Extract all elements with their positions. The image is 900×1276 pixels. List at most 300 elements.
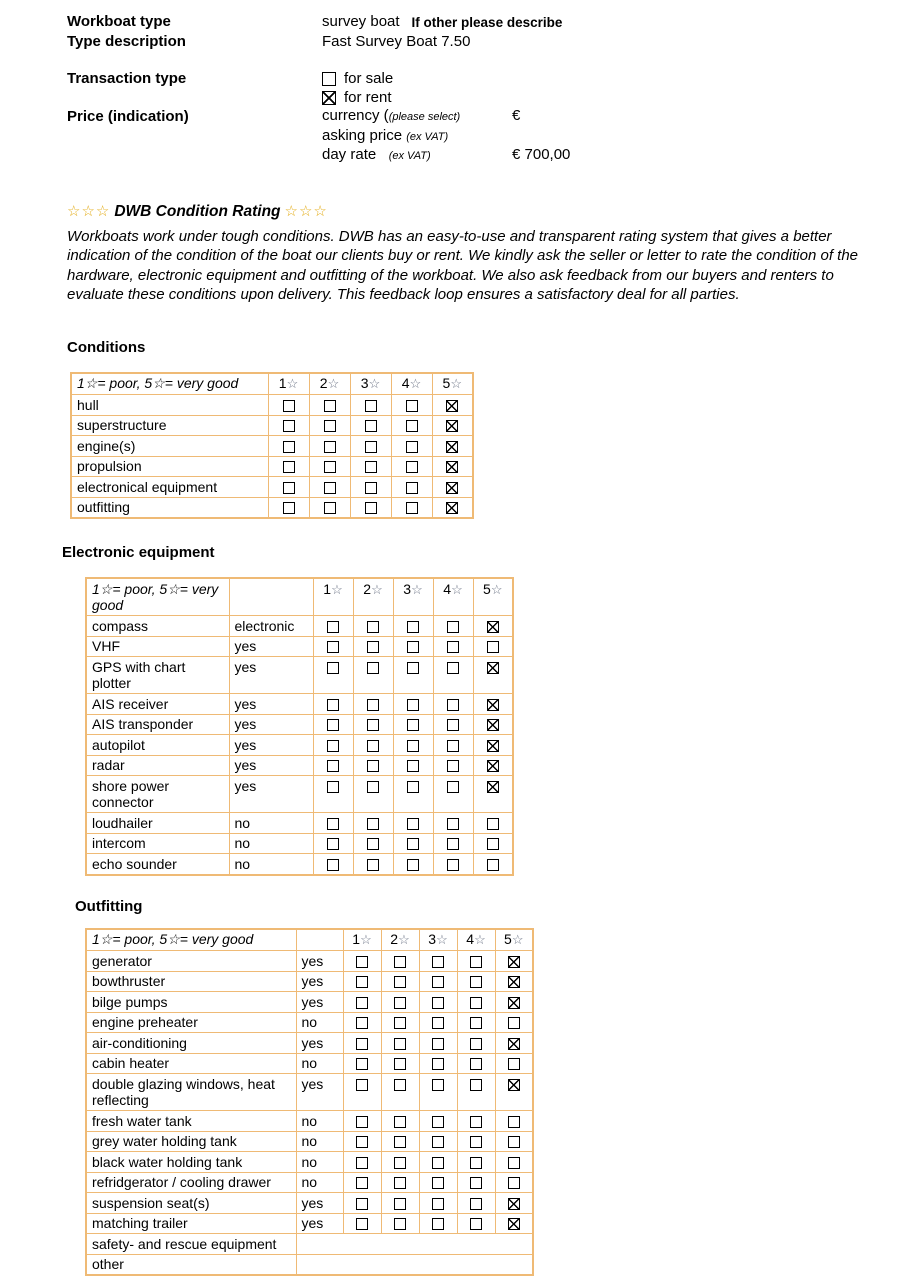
rating-cell-4-star: [457, 1111, 495, 1132]
star-icon: ☆: [450, 376, 462, 391]
checkbox-empty[interactable]: [406, 441, 418, 453]
row-label: suspension seat(s): [86, 1193, 296, 1214]
star-icon: ☆: [474, 932, 486, 947]
row-label: autopilot: [86, 735, 229, 756]
table-row: [71, 436, 473, 457]
checkbox-empty[interactable]: [394, 1058, 406, 1070]
checkbox-empty[interactable]: [406, 400, 418, 412]
checkbox-empty[interactable]: [407, 641, 419, 653]
rating-cell-2-star: [381, 1012, 419, 1033]
checkbox-empty[interactable]: [365, 420, 377, 432]
star-column-header: 3☆: [393, 578, 433, 616]
rating-cell-1-star: [343, 1012, 381, 1033]
row-label: loudhailer: [86, 813, 229, 834]
checkbox-empty[interactable]: [470, 1136, 482, 1148]
checkbox-empty[interactable]: [324, 502, 336, 514]
checkbox-empty[interactable]: [283, 420, 295, 432]
checkbox-empty[interactable]: [470, 1038, 482, 1050]
day-rate-label: day rate: [322, 146, 376, 163]
rating-cell-5-star: [432, 436, 473, 457]
checkbox-checked[interactable]: [487, 781, 499, 793]
checkbox-checked[interactable]: [508, 956, 520, 968]
checkbox-empty[interactable]: [407, 838, 419, 850]
checkbox-empty[interactable]: [432, 1017, 444, 1029]
conditions-heading: Conditions: [67, 338, 833, 357]
asking-price-label: asking price: [322, 127, 402, 144]
table-row: [86, 636, 513, 657]
table-row: [86, 1053, 533, 1074]
checkbox-empty[interactable]: [406, 502, 418, 514]
checkbox-empty[interactable]: [487, 818, 499, 830]
checkbox-empty[interactable]: [447, 699, 459, 711]
table-row: [86, 1033, 533, 1054]
checkbox-empty[interactable]: [432, 1218, 444, 1230]
rating-section-heading: [67, 202, 833, 221]
day-rate-hint: (ex VAT): [389, 150, 431, 162]
rating-cell-2-star: [381, 1131, 419, 1152]
row-label: bowthruster: [86, 971, 296, 992]
asking-price-hint: (ex VAT): [406, 131, 448, 143]
table-row: [86, 833, 513, 854]
checkbox-empty[interactable]: [447, 859, 459, 871]
rating-cell-4-star: [391, 456, 432, 477]
row-label: electronical equipment: [71, 477, 268, 498]
row-value: yes: [296, 1074, 343, 1111]
checkbox-empty[interactable]: [407, 781, 419, 793]
checkbox-empty[interactable]: [324, 400, 336, 412]
if-other-note: If other please describe: [412, 12, 563, 32]
table-row: [86, 735, 513, 756]
checkbox-checked[interactable]: [446, 441, 458, 453]
checkbox-empty[interactable]: [324, 461, 336, 473]
rating-cell-3-star: [393, 657, 433, 694]
checkbox-empty[interactable]: [327, 760, 339, 772]
gold-stars-icon: ☆☆☆: [285, 203, 328, 220]
table-row: [86, 1234, 533, 1255]
checkbox-empty[interactable]: [367, 719, 379, 731]
rating-cell-4-star: [391, 436, 432, 457]
rating-cell-4-star: [457, 1012, 495, 1033]
rating-cell-3-star: [419, 1074, 457, 1111]
checkbox-checked[interactable]: [446, 482, 458, 494]
checkbox-empty[interactable]: [367, 699, 379, 711]
checkbox-checked[interactable]: [508, 1198, 520, 1210]
rating-cell-4-star: [457, 1053, 495, 1074]
checkbox-empty[interactable]: [365, 461, 377, 473]
checkbox-empty[interactable]: [356, 956, 368, 968]
rating-cell-4-star: [391, 395, 432, 416]
checkbox-empty[interactable]: [367, 740, 379, 752]
checkbox-empty[interactable]: [394, 1218, 406, 1230]
star-column-header: 5☆: [495, 929, 533, 951]
star-column-header: 2☆: [381, 929, 419, 951]
checkbox-empty[interactable]: [407, 662, 419, 674]
row-value: no: [229, 813, 313, 834]
checkbox-empty[interactable]: [356, 1177, 368, 1189]
checkbox-empty[interactable]: [432, 1177, 444, 1189]
checkbox-empty[interactable]: [432, 976, 444, 988]
table-row: [86, 755, 513, 776]
rating-cell-1-star: [343, 1111, 381, 1132]
row-label: grey water holding tank: [86, 1131, 296, 1152]
checkbox-empty[interactable]: [394, 1136, 406, 1148]
checkbox-checked[interactable]: [446, 400, 458, 412]
rating-cell-1-star: [313, 657, 353, 694]
checkbox-empty[interactable]: [327, 838, 339, 850]
checkbox-empty[interactable]: [367, 781, 379, 793]
checkbox-empty[interactable]: [432, 1136, 444, 1148]
checkbox-empty[interactable]: [394, 1116, 406, 1128]
row-value: no: [296, 1172, 343, 1193]
rating-cell-5-star: [495, 1033, 533, 1054]
checkbox-empty[interactable]: [407, 760, 419, 772]
checkbox-empty[interactable]: [367, 662, 379, 674]
checkbox-empty[interactable]: [283, 502, 295, 514]
rating-cell-2-star: [381, 992, 419, 1013]
row-value: yes: [229, 694, 313, 715]
checkbox-empty[interactable]: [406, 420, 418, 432]
rating-cell-5-star: [495, 1152, 533, 1173]
row-value: no: [296, 1152, 343, 1173]
row-label: black water holding tank: [86, 1152, 296, 1173]
checkbox-empty[interactable]: [432, 1079, 444, 1091]
checkbox-empty[interactable]: [470, 1198, 482, 1210]
checkbox-empty[interactable]: [447, 760, 459, 772]
rating-cell-1-star: [313, 694, 353, 715]
rating-cell-2-star: [353, 694, 393, 715]
checkbox-checked[interactable]: [487, 699, 499, 711]
rating-cell-2-star: [353, 714, 393, 735]
rating-cell-2-star: [353, 813, 393, 834]
rating-cell-5-star: [432, 456, 473, 477]
checkbox-empty[interactable]: [470, 976, 482, 988]
checkbox-empty[interactable]: [508, 1116, 520, 1128]
checkbox-empty[interactable]: [487, 859, 499, 871]
rating-cell-4-star: [433, 694, 473, 715]
checkbox-empty[interactable]: [432, 997, 444, 1009]
checkbox-empty[interactable]: [447, 641, 459, 653]
checkbox-empty[interactable]: [356, 997, 368, 1009]
rating-cell-2-star: [309, 395, 350, 416]
checkbox-empty[interactable]: [367, 859, 379, 871]
rating-cell-1-star: [343, 1213, 381, 1234]
rating-cell-1-star: [313, 833, 353, 854]
checkbox-empty[interactable]: [447, 781, 459, 793]
rating-cell-1-star: [268, 395, 309, 416]
rating-cell-5-star: [432, 415, 473, 436]
star-icon: ☆: [331, 582, 343, 597]
row-value: no: [296, 1012, 343, 1033]
rating-cell-4-star: [433, 813, 473, 834]
checkbox-empty[interactable]: [367, 818, 379, 830]
checkbox-empty[interactable]: [283, 461, 295, 473]
checkbox-checked[interactable]: [487, 760, 499, 772]
rating-cell-3-star: [419, 1152, 457, 1173]
checkbox-empty[interactable]: [407, 740, 419, 752]
for-sale-label: for sale: [344, 69, 393, 88]
rating-cell-4-star: [457, 1172, 495, 1193]
checkbox-empty[interactable]: [356, 1038, 368, 1050]
checkbox-empty[interactable]: [394, 997, 406, 1009]
star-icon: ☆: [411, 582, 423, 597]
checkbox-empty[interactable]: [365, 502, 377, 514]
rating-cell-3-star: [419, 971, 457, 992]
row-label: safety- and rescue equipment: [86, 1234, 296, 1255]
row-label: shore power connector: [86, 776, 229, 813]
checkbox-empty[interactable]: [356, 1017, 368, 1029]
table-row: [71, 497, 473, 518]
rating-cell-2-star: [381, 1213, 419, 1234]
rating-cell-2-star: [309, 436, 350, 457]
checkbox-empty[interactable]: [394, 1198, 406, 1210]
checkbox-empty[interactable]: [407, 859, 419, 871]
checkbox-empty[interactable]: [447, 740, 459, 752]
row-value: yes: [296, 951, 343, 972]
rating-cell-2-star: [309, 456, 350, 477]
checkbox-empty[interactable]: [406, 482, 418, 494]
checkbox-empty[interactable]: [327, 699, 339, 711]
rating-cell-3-star: [393, 616, 433, 637]
checkbox-empty[interactable]: [394, 1157, 406, 1169]
checkbox-empty[interactable]: [394, 956, 406, 968]
rating-cell-2-star: [309, 477, 350, 498]
row-value: yes: [296, 1193, 343, 1214]
row-label: outfitting: [71, 497, 268, 518]
row-label: other: [86, 1254, 296, 1275]
checkbox-empty[interactable]: [470, 1079, 482, 1091]
for-rent-checkbox[interactable]: [322, 91, 336, 105]
checkbox-checked[interactable]: [508, 976, 520, 988]
star-icon: ☆: [410, 376, 422, 391]
checkbox-empty[interactable]: [327, 719, 339, 731]
checkbox-empty[interactable]: [356, 1079, 368, 1091]
checkbox-checked[interactable]: [508, 1218, 520, 1230]
checkbox-empty[interactable]: [394, 1017, 406, 1029]
checkbox-empty[interactable]: [327, 781, 339, 793]
checkbox-empty[interactable]: [367, 838, 379, 850]
rating-cell-3-star: [393, 735, 433, 756]
checkbox-empty[interactable]: [447, 621, 459, 633]
star-icon: ☆: [328, 376, 340, 391]
rating-cell-1-star: [343, 1053, 381, 1074]
checkbox-empty[interactable]: [447, 662, 459, 674]
rating-cell-3-star: [393, 854, 433, 875]
rating-legend: 1☆= poor, 5☆= very good: [71, 373, 268, 395]
star-column-header: 4☆: [433, 578, 473, 616]
table-row: [86, 1074, 533, 1111]
checkbox-empty[interactable]: [356, 1136, 368, 1148]
row-value: no: [296, 1131, 343, 1152]
checkbox-empty[interactable]: [432, 1058, 444, 1070]
checkbox-empty[interactable]: [283, 441, 295, 453]
checkbox-empty[interactable]: [324, 420, 336, 432]
rating-cell-5-star: [432, 497, 473, 518]
checkbox-empty[interactable]: [447, 838, 459, 850]
rating-cell-4-star: [433, 616, 473, 637]
checkbox-empty[interactable]: [470, 1116, 482, 1128]
checkbox-empty[interactable]: [356, 1198, 368, 1210]
row-label: cabin heater: [86, 1053, 296, 1074]
rating-cell-4-star: [391, 477, 432, 498]
row-value: yes: [296, 1213, 343, 1234]
checkbox-empty[interactable]: [365, 482, 377, 494]
row-label: propulsion: [71, 456, 268, 477]
checkbox-empty[interactable]: [365, 400, 377, 412]
checkbox-empty[interactable]: [508, 1058, 520, 1070]
checkbox-empty[interactable]: [327, 740, 339, 752]
table-row: [71, 395, 473, 416]
checkbox-empty[interactable]: [447, 719, 459, 731]
rating-cell-1-star: [313, 735, 353, 756]
checkbox-empty[interactable]: [356, 1218, 368, 1230]
rating-cell-3-star: [419, 1172, 457, 1193]
conditions-table: [70, 372, 474, 520]
rating-cell-1-star: [268, 415, 309, 436]
checkbox-empty[interactable]: [407, 818, 419, 830]
rating-cell-3-star: [350, 436, 391, 457]
checkbox-empty[interactable]: [508, 1017, 520, 1029]
row-value: no: [229, 833, 313, 854]
rating-cell-1-star: [313, 813, 353, 834]
checkbox-empty[interactable]: [470, 1058, 482, 1070]
rating-cell-5-star: [495, 1012, 533, 1033]
checkbox-empty[interactable]: [470, 1177, 482, 1189]
rating-cell-2-star: [381, 971, 419, 992]
rating-cell-5-star: [473, 636, 513, 657]
checkbox-empty[interactable]: [367, 760, 379, 772]
table-row: [86, 694, 513, 715]
rating-cell-5-star: [473, 813, 513, 834]
checkbox-empty[interactable]: [394, 1079, 406, 1091]
checkbox-checked[interactable]: [508, 1038, 520, 1050]
checkbox-empty[interactable]: [406, 461, 418, 473]
star-icon: ☆: [491, 582, 503, 597]
row-label: superstructure: [71, 415, 268, 436]
checkbox-empty[interactable]: [324, 482, 336, 494]
checkbox-empty[interactable]: [432, 1038, 444, 1050]
checkbox-empty[interactable]: [327, 641, 339, 653]
rating-cell-5-star: [495, 1193, 533, 1214]
table-header-row: [71, 373, 473, 395]
checkbox-empty[interactable]: [432, 1157, 444, 1169]
checkbox-empty[interactable]: [432, 956, 444, 968]
workboat-type-label: Workboat type: [67, 12, 322, 31]
checkbox-checked[interactable]: [446, 502, 458, 514]
checkbox-empty[interactable]: [327, 621, 339, 633]
star-column-header: 3☆: [350, 373, 391, 395]
checkbox-empty[interactable]: [356, 1058, 368, 1070]
checkbox-empty[interactable]: [487, 641, 499, 653]
checkbox-empty[interactable]: [470, 1017, 482, 1029]
checkbox-checked[interactable]: [487, 719, 499, 731]
checkbox-empty[interactable]: [356, 1116, 368, 1128]
checkbox-empty[interactable]: [407, 699, 419, 711]
checkbox-empty[interactable]: [470, 1157, 482, 1169]
checkbox-empty[interactable]: [487, 838, 499, 850]
checkbox-empty[interactable]: [365, 441, 377, 453]
checkbox-checked[interactable]: [487, 621, 499, 633]
checkbox-empty[interactable]: [432, 1116, 444, 1128]
rating-cell-3-star: [419, 1012, 457, 1033]
rating-cell-3-star: [350, 456, 391, 477]
rating-cell-4-star: [457, 1074, 495, 1111]
checkbox-empty[interactable]: [356, 1157, 368, 1169]
for-sale-checkbox[interactable]: [322, 72, 336, 86]
checkbox-empty[interactable]: [470, 1218, 482, 1230]
checkbox-checked[interactable]: [487, 740, 499, 752]
rating-cell-1-star: [343, 1131, 381, 1152]
checkbox-empty[interactable]: [367, 621, 379, 633]
workboat-type-row: [67, 12, 833, 32]
row-label: GPS with chart plotter: [86, 657, 229, 694]
row-label: engine(s): [71, 436, 268, 457]
checkbox-empty[interactable]: [394, 976, 406, 988]
rating-cell-4-star: [457, 1131, 495, 1152]
rating-cell-2-star: [353, 616, 393, 637]
checkbox-empty[interactable]: [327, 818, 339, 830]
electronic-equipment-table: [85, 577, 514, 876]
price-label: Price (indication): [67, 107, 322, 126]
table-row: [86, 971, 533, 992]
gold-stars-icon: ☆☆☆: [67, 203, 110, 220]
row-value: no: [229, 854, 313, 875]
rating-cell-2-star: [381, 1193, 419, 1214]
checkbox-empty[interactable]: [394, 1177, 406, 1189]
rating-cell-5-star: [473, 833, 513, 854]
table-row: [86, 813, 513, 834]
rating-cell-4-star: [433, 833, 473, 854]
checkbox-empty[interactable]: [470, 997, 482, 1009]
star-column-header: 2☆: [353, 578, 393, 616]
checkbox-empty[interactable]: [283, 482, 295, 494]
checkbox-empty[interactable]: [407, 621, 419, 633]
checkbox-empty[interactable]: [324, 441, 336, 453]
checkbox-checked[interactable]: [508, 997, 520, 1009]
rating-cell-1-star: [343, 1033, 381, 1054]
checkbox-empty[interactable]: [508, 1177, 520, 1189]
checkbox-checked[interactable]: [508, 1079, 520, 1091]
star-icon: ☆: [436, 932, 448, 947]
type-description-value: Fast Survey Boat 7.50: [322, 32, 470, 51]
rating-cell-3-star: [350, 395, 391, 416]
checkbox-empty[interactable]: [508, 1157, 520, 1169]
checkbox-empty[interactable]: [394, 1038, 406, 1050]
row-label: fresh water tank: [86, 1111, 296, 1132]
checkbox-checked[interactable]: [487, 662, 499, 674]
rating-cell-3-star: [393, 694, 433, 715]
checkbox-empty[interactable]: [327, 662, 339, 674]
rating-cell-5-star: [495, 1213, 533, 1234]
checkbox-empty[interactable]: [367, 641, 379, 653]
checkbox-empty[interactable]: [356, 976, 368, 988]
checkbox-empty[interactable]: [432, 1198, 444, 1210]
transaction-type-row: [67, 69, 833, 107]
rating-cell-3-star: [393, 636, 433, 657]
checkbox-empty[interactable]: [508, 1136, 520, 1148]
row-value: yes: [296, 1033, 343, 1054]
checkbox-empty[interactable]: [327, 859, 339, 871]
row-value: yes: [229, 636, 313, 657]
checkbox-empty[interactable]: [447, 818, 459, 830]
checkbox-checked[interactable]: [446, 461, 458, 473]
checkbox-checked[interactable]: [446, 420, 458, 432]
checkbox-empty[interactable]: [407, 719, 419, 731]
rating-cell-1-star: [268, 477, 309, 498]
row-label: refridgerator / cooling drawer: [86, 1172, 296, 1193]
checkbox-empty[interactable]: [283, 400, 295, 412]
checkbox-empty[interactable]: [470, 956, 482, 968]
rating-cell-3-star: [393, 714, 433, 735]
